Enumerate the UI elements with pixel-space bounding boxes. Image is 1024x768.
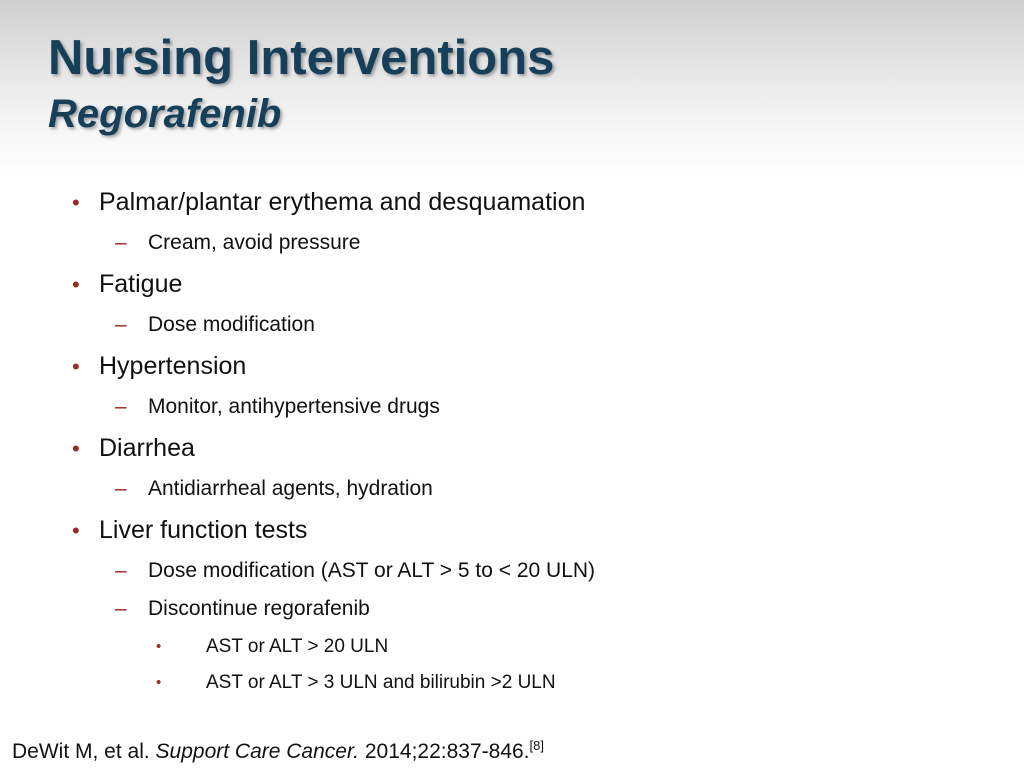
dash-marker: – — [115, 231, 127, 254]
dash-marker: – — [115, 597, 127, 620]
sub-sub-bullet-marker: • — [156, 674, 162, 691]
bullet-marker: • — [72, 190, 80, 215]
bullet-item: Palmar/plantar erythema and desquamation — [99, 188, 586, 216]
bullet-item: Fatigue — [99, 270, 183, 298]
sub-bullet-item: Antidiarrheal agents, hydration — [148, 477, 433, 500]
dash-marker: – — [115, 395, 127, 418]
dash-marker: – — [115, 559, 127, 582]
citation-journal: Support Care Cancer. — [155, 740, 360, 763]
sub-bullet-item: Dose modification — [148, 313, 315, 336]
sub-bullet-item: Monitor, antihypertensive drugs — [148, 395, 440, 418]
slide-subtitle: Regorafenib — [48, 92, 282, 136]
citation-details: 2014;22:837-846. — [359, 740, 530, 763]
bullet-marker: • — [72, 436, 80, 461]
bullet-marker: • — [72, 354, 80, 379]
sub-sub-bullet-item: AST or ALT > 3 ULN and bilirubin >2 ULN — [206, 672, 556, 693]
sub-sub-bullet-item: AST or ALT > 20 ULN — [206, 636, 389, 657]
title-band — [0, 0, 1024, 175]
slide-title: Nursing Interventions — [48, 31, 555, 85]
citation-authors: DeWit M, et al. — [12, 740, 156, 763]
bullet-item: Liver function tests — [99, 516, 308, 544]
citation-ref: [8] — [529, 738, 544, 753]
bullet-marker: • — [72, 272, 80, 297]
sub-bullet-item: Discontinue regorafenib — [148, 597, 370, 620]
bullet-item: Hypertension — [99, 352, 247, 380]
bullet-marker: • — [72, 518, 80, 543]
bullet-item: Diarrhea — [99, 434, 195, 462]
sub-bullet-item: Dose modification (AST or ALT > 5 to < 20 ULN) — [148, 559, 596, 582]
sub-sub-bullet-marker: • — [156, 638, 162, 655]
dash-marker: – — [115, 313, 127, 336]
sub-bullet-item: Cream, avoid pressure — [148, 231, 361, 254]
citation — [12, 740, 544, 764]
dash-marker: – — [115, 477, 127, 500]
